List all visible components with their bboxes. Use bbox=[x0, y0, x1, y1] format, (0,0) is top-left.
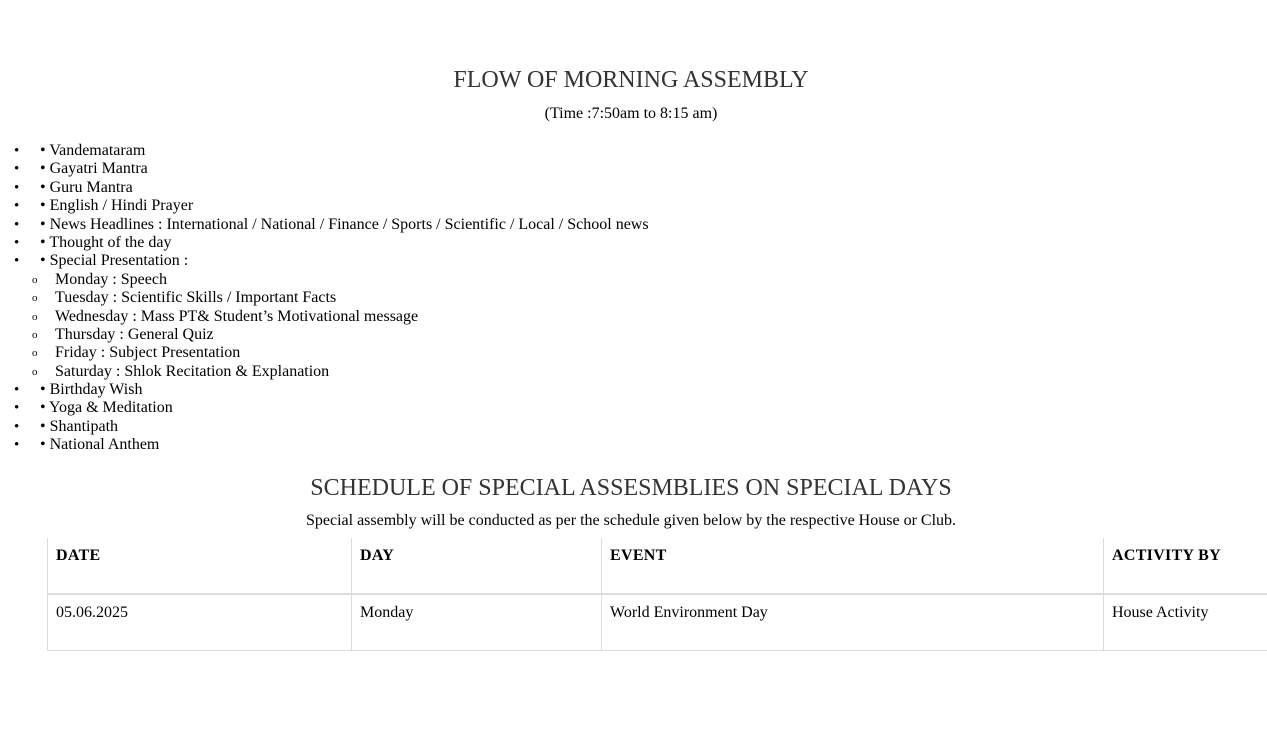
list-item bbox=[0, 216, 900, 234]
sub-list-item-text: Wednesday : Mass PT& Student’s Motivational message bbox=[55, 307, 419, 325]
list-item-text: • Birthday Wish bbox=[40, 381, 143, 399]
list-item bbox=[0, 234, 900, 252]
assembly-time: (Time :7:50am to 8:15 am) bbox=[544, 105, 718, 122]
list-item-text: • Special Presentation : bbox=[40, 252, 189, 270]
circle-bullet-icon: o bbox=[32, 365, 38, 378]
list-item bbox=[0, 179, 900, 197]
bullet-icon: • bbox=[14, 418, 20, 435]
special-days-note: Special assembly will be conducted as per the schedule given below by the respective House or Club. bbox=[305, 512, 957, 529]
bullet-icon: • bbox=[14, 198, 20, 215]
list-item-text: • National Anthem bbox=[40, 436, 160, 454]
special-days-title: SCHEDULE OF SPECIAL ASSESMBLIES ON SPECIAL DAYS bbox=[310, 475, 952, 501]
list-item-text: • Vandemataram bbox=[40, 142, 146, 159]
special-days-table bbox=[47, 538, 1267, 651]
bullet-icon: • bbox=[14, 437, 20, 454]
column-header-event: EVENT bbox=[602, 538, 1104, 594]
assembly-title: FLOW OF MORNING ASSEMBLY bbox=[453, 67, 809, 93]
sub-list-item-text: Saturday : Shlok Recitation & Explanation bbox=[55, 362, 330, 380]
cell-event: World Environment Day bbox=[602, 594, 1104, 650]
circle-bullet-icon: o bbox=[32, 347, 38, 360]
cell-activity-by: House Activity bbox=[1104, 594, 1267, 650]
bullet-icon: • bbox=[14, 234, 20, 251]
sub-list-item-text: Thursday : General Quiz bbox=[55, 325, 214, 343]
circle-bullet-icon: o bbox=[32, 310, 38, 323]
list-item bbox=[0, 160, 900, 178]
bullet-icon: • bbox=[14, 382, 20, 399]
cell-day: Monday bbox=[352, 594, 602, 650]
column-header-activity-by: ACTIVITY BY bbox=[1104, 538, 1267, 594]
list-item-text: • Thought of the day bbox=[40, 233, 172, 251]
assembly-flow-list bbox=[0, 142, 900, 455]
list-item-text: • Guru Mantra bbox=[40, 178, 133, 196]
sub-list-item bbox=[0, 271, 900, 289]
list-item bbox=[0, 142, 900, 160]
table-header-row bbox=[48, 538, 1267, 594]
sub-list-item bbox=[0, 326, 900, 344]
sub-list-item bbox=[0, 363, 900, 381]
column-header-date: DATE bbox=[48, 538, 352, 594]
list-item bbox=[0, 418, 900, 436]
list-item bbox=[0, 381, 900, 399]
table-row bbox=[48, 594, 1267, 650]
list-item-text: • Yoga & Meditation bbox=[40, 399, 173, 417]
bullet-icon: • bbox=[14, 143, 20, 159]
sub-list-item-text: Friday : Subject Presentation bbox=[55, 344, 241, 362]
list-item-text: • Gayatri Mantra bbox=[40, 160, 148, 178]
bullet-icon: • bbox=[14, 161, 20, 178]
sub-list-item bbox=[0, 308, 900, 326]
circle-bullet-icon: o bbox=[32, 328, 38, 341]
bullet-icon: • bbox=[14, 179, 20, 196]
list-item bbox=[0, 197, 900, 215]
bullet-icon: • bbox=[14, 216, 20, 233]
list-item-text: • Shantipath bbox=[40, 417, 119, 435]
circle-bullet-icon: o bbox=[32, 273, 38, 286]
list-item-text: • English / Hindi Prayer bbox=[40, 197, 194, 215]
bullet-icon: • bbox=[14, 253, 20, 270]
cell-date: 05.06.2025 bbox=[48, 594, 352, 650]
sub-list-item bbox=[0, 289, 900, 307]
list-item bbox=[0, 252, 900, 270]
bullet-icon: • bbox=[14, 400, 20, 417]
list-item-text: • News Headlines : International / National / Finance / Sports / Scientific / Local / School news bbox=[40, 215, 649, 233]
column-header-day: DAY bbox=[352, 538, 602, 594]
list-item bbox=[0, 399, 900, 417]
sub-list-item bbox=[0, 344, 900, 362]
sub-list-item-text: Monday : Speech bbox=[55, 270, 167, 288]
circle-bullet-icon: o bbox=[32, 292, 38, 305]
sub-list-item-text: Tuesday : Scientific Skills / Important Facts bbox=[55, 289, 337, 307]
list-item bbox=[0, 436, 900, 454]
